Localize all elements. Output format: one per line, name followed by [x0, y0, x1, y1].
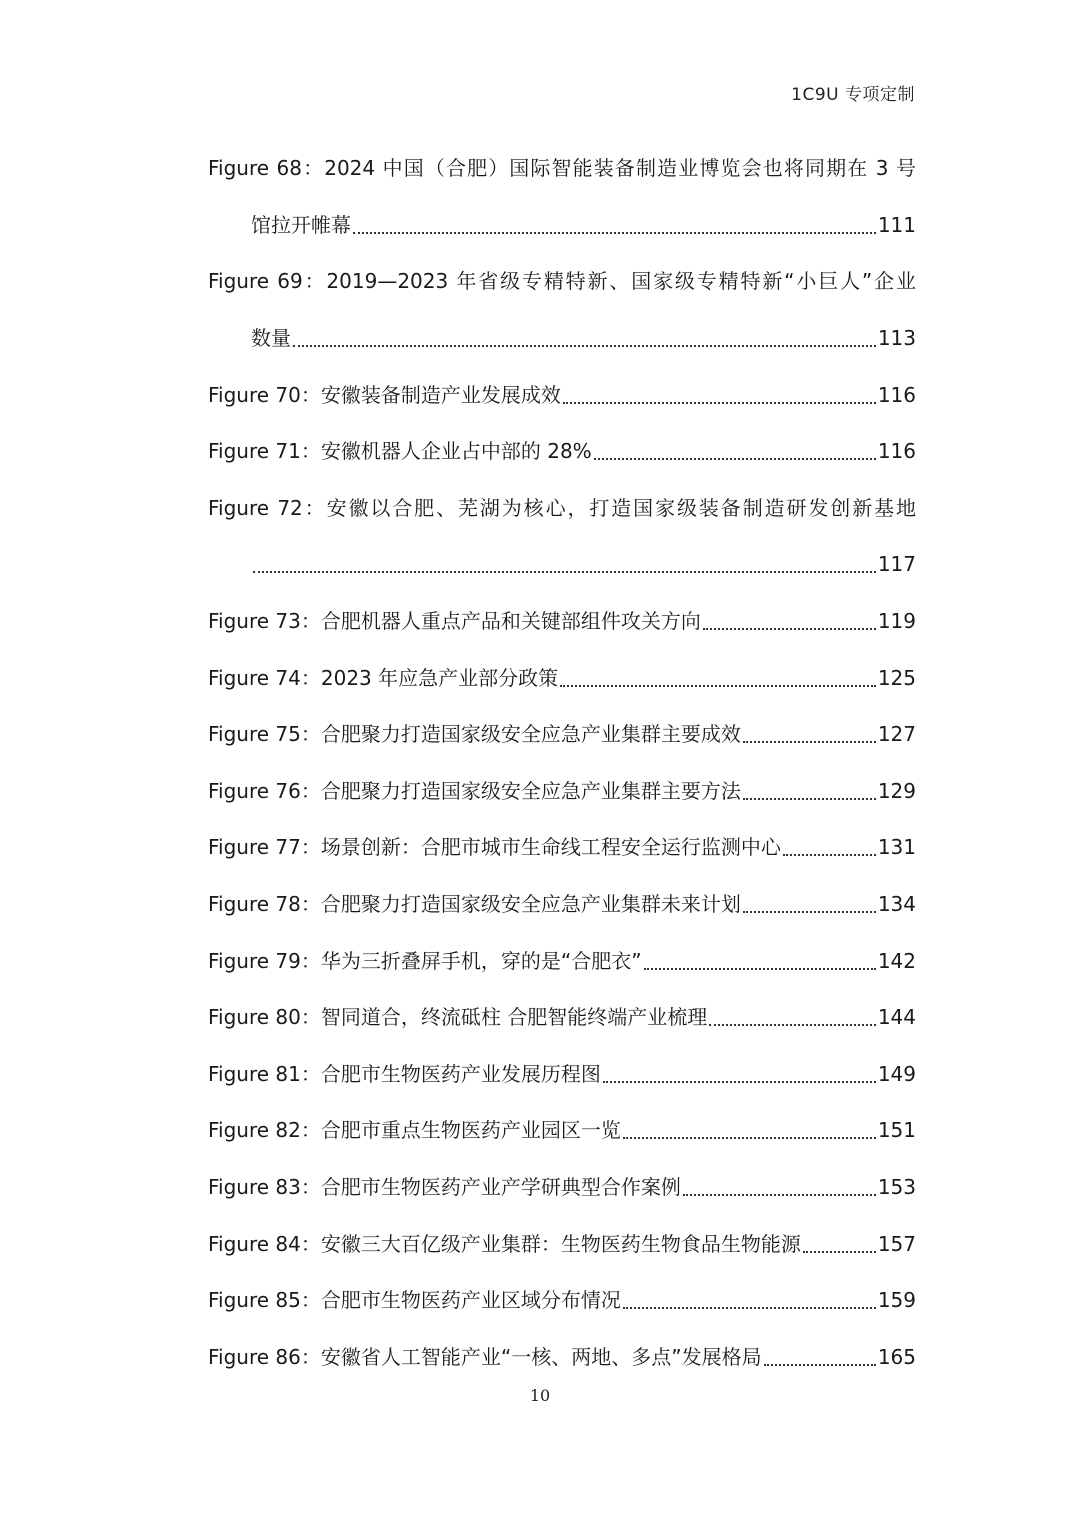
dot-leader: [703, 628, 876, 630]
dot-leader: [563, 402, 876, 404]
toc-page-number: 119: [877, 609, 916, 634]
toc-entry-79[interactable]: [208, 932, 916, 989]
toc-page-number: 127: [877, 722, 916, 747]
toc-entry-68-cont[interactable]: [208, 197, 916, 254]
toc-entry-title: 数量: [251, 326, 291, 351]
page-number: 10: [529, 1386, 551, 1405]
toc-entry-72[interactable]: [208, 480, 916, 537]
figure-list: [208, 140, 916, 1385]
toc-entry-71[interactable]: [208, 423, 916, 480]
toc-entry-title: Figure 78：合肥聚力打造国家级安全应急产业集群未来计划: [208, 892, 741, 917]
toc-page-number: 125: [877, 665, 916, 690]
toc-page-number: 113: [877, 326, 916, 351]
dot-leader: [709, 1024, 876, 1026]
toc-entry-86[interactable]: [208, 1328, 916, 1385]
toc-page-number: 116: [877, 439, 916, 464]
dot-leader: [623, 1307, 876, 1309]
toc-entry-title: Figure 83：合肥市生物医药产业产学研典型合作案例: [208, 1174, 681, 1199]
toc-page-number: 111: [877, 212, 916, 237]
toc-entry-70[interactable]: [208, 366, 916, 423]
toc-page-number: 129: [877, 778, 916, 803]
toc-page-number: 116: [877, 382, 916, 407]
toc-entry-title: Figure 84：安徽三大百亿级产业集群：生物医药生物食品生物能源: [208, 1231, 801, 1256]
toc-page-number: 153: [877, 1174, 916, 1199]
dot-leader: [560, 685, 876, 687]
toc-entry-78[interactable]: [208, 876, 916, 933]
toc-entry-title: Figure 75：合肥聚力打造国家级安全应急产业集群主要成效: [208, 722, 741, 747]
toc-entry-title: Figure 69：2019—2023 年省级专精特新、国家级专精特新“小巨人”企业: [208, 269, 916, 294]
toc-page-number: 157: [877, 1231, 916, 1256]
toc-page-number: 165: [877, 1344, 916, 1369]
toc-page-number: 134: [877, 892, 916, 917]
dot-leader: [743, 911, 876, 913]
dot-leader: [253, 571, 876, 573]
toc-entry-title: Figure 79：华为三折叠屏手机，穿的是“合肥衣”: [208, 948, 642, 973]
dot-leader: [764, 1364, 876, 1366]
toc-entry-80[interactable]: [208, 989, 916, 1046]
toc-entry-72-cont[interactable]: [208, 536, 916, 593]
toc-entry-title: Figure 85：合肥市生物医药产业区域分布情况: [208, 1288, 621, 1313]
dot-leader: [623, 1137, 876, 1139]
toc-entry-73[interactable]: [208, 593, 916, 650]
dot-leader: [594, 458, 876, 460]
toc-entry-title: Figure 80：智同道合，终流砥柱 合肥智能终端产业梳理: [208, 1005, 708, 1030]
toc-entry-title: Figure 72：安徽以合肥、芜湖为核心，打造国家级装备制造研发创新基地: [208, 495, 916, 520]
running-header: 1C9U 专项定制: [791, 85, 915, 105]
dot-leader: [644, 968, 876, 970]
toc-entry-title: Figure 74：2023 年应急产业部分政策: [208, 665, 559, 690]
toc-page-number: 151: [877, 1118, 916, 1143]
dot-leader: [783, 854, 876, 856]
toc-entry-title: Figure 71：安徽机器人企业占中部的 28%: [208, 439, 592, 464]
toc-page-number: 144: [877, 1005, 916, 1030]
toc-entry-75[interactable]: [208, 706, 916, 763]
toc-entry-74[interactable]: [208, 649, 916, 706]
toc-entry-title: Figure 70：安徽装备制造产业发展成效: [208, 382, 561, 407]
toc-page-number: 142: [877, 948, 916, 973]
toc-entry-83[interactable]: [208, 1159, 916, 1216]
toc-entry-68[interactable]: [208, 140, 916, 197]
toc-entry-title: Figure 76：合肥聚力打造国家级安全应急产业集群主要方法: [208, 778, 741, 803]
dot-leader: [683, 1194, 876, 1196]
toc-entry-69-cont[interactable]: [208, 310, 916, 367]
dot-leader: [803, 1251, 876, 1253]
dot-leader: [603, 1081, 876, 1083]
toc-entry-title: 馆拉开帷幕: [251, 212, 351, 237]
toc-entry-85[interactable]: [208, 1272, 916, 1329]
dot-leader: [743, 798, 876, 800]
toc-entry-82[interactable]: [208, 1102, 916, 1159]
toc-entry-76[interactable]: [208, 763, 916, 820]
toc-entry-69[interactable]: [208, 253, 916, 310]
toc-entry-title: Figure 68：2024 中国（合肥）国际智能装备制造业博览会也将同期在 3 号: [208, 156, 916, 181]
dot-leader: [353, 232, 876, 234]
toc-entry-title: Figure 73：合肥机器人重点产品和关键部组件攻关方向: [208, 609, 701, 634]
toc-entry-77[interactable]: [208, 819, 916, 876]
toc-entry-84[interactable]: [208, 1215, 916, 1272]
toc-page-number: 117: [877, 552, 916, 577]
toc-page-number: 159: [877, 1288, 916, 1313]
toc-entry-title: Figure 81：合肥市生物医药产业发展历程图: [208, 1061, 601, 1086]
toc-page-number: 149: [877, 1061, 916, 1086]
toc-entry-title: Figure 82：合肥市重点生物医药产业园区一览: [208, 1118, 621, 1143]
toc-entry-title: Figure 77：场景创新：合肥市城市生命线工程安全运行监测中心: [208, 835, 781, 860]
toc-entry-81[interactable]: [208, 1046, 916, 1103]
dot-leader: [743, 741, 876, 743]
toc-entry-title: Figure 86：安徽省人工智能产业“一核、两地、多点”发展格局: [208, 1344, 762, 1369]
dot-leader: [293, 345, 876, 347]
toc-page-number: 131: [877, 835, 916, 860]
